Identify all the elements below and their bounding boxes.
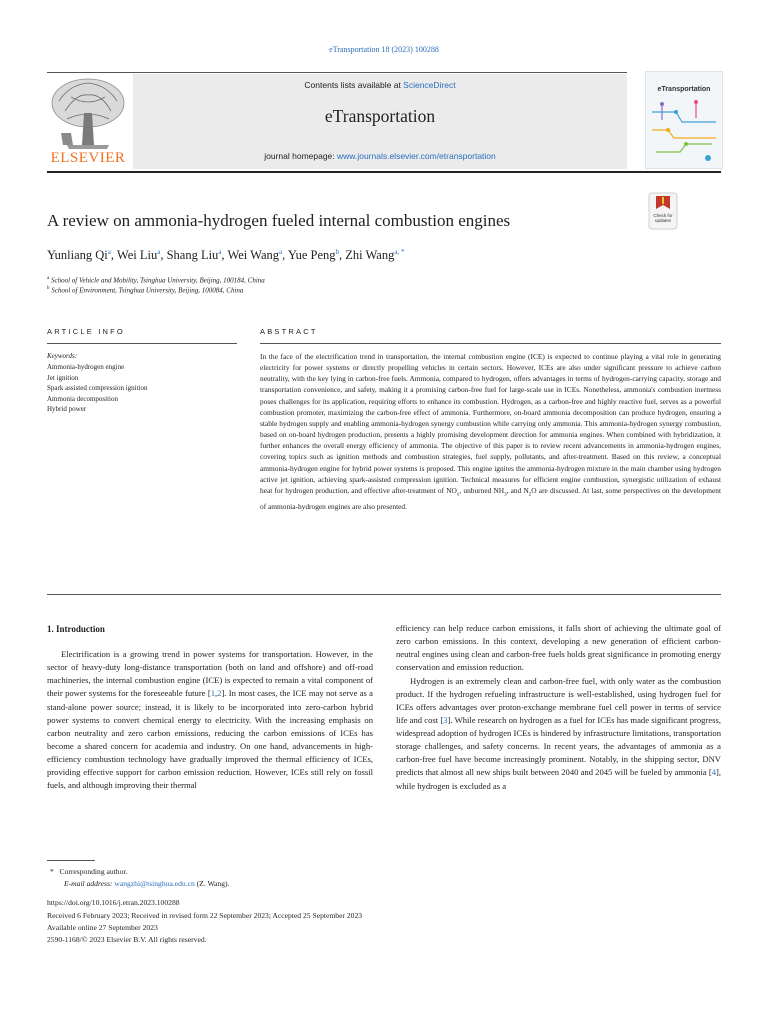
article-info-heading: ARTICLE INFO — [47, 327, 125, 336]
email-link[interactable]: wangzhi@tsinghua.edu.cn — [114, 879, 195, 888]
affiliation — [47, 276, 265, 284]
introduction-left-column — [47, 648, 373, 792]
article-title: A review on ammonia-hydrogen fueled internal combustion engines — [47, 211, 511, 230]
introduction-right-column — [396, 622, 721, 793]
author-name[interactable]: Zhi Wang — [345, 248, 395, 263]
author-name[interactable]: Yue Peng — [287, 248, 336, 263]
abstract-text-part: , unburned NH — [459, 485, 505, 495]
keyword: Ammonia decomposition — [47, 394, 118, 403]
received-dates: Received 6 February 2023; Received in revised form 22 September 2023; Accepted 25 September 2023 — [47, 911, 363, 920]
email-note — [64, 878, 229, 889]
affiliation-text: School of Vehicle and Mobility, Tsinghua University, Beijing, 100184, China — [50, 276, 265, 285]
reference-link[interactable]: 2 — [217, 688, 222, 699]
body-text: ]. In most cases, the ICE may not serve as a stand-alone power source; instead, it is likely to be incorporated into zero-carbon hybrid power systems to convert chemical energy to electricity. With the increasing emphasis on carbon neutrality and zero carbon emissions, reducing the carbon emissions of ICEs has become a shared concern for academia and industry. On one hand, advancements in high-efficiency combustion technology have gradually improved the thermal efficiency of ICEs, providing effective support for carbon emission reduction. However, ICEs still rely on fossil fuels, and although improving their thermal — [47, 688, 373, 791]
paragraph: efficiency can help reduce carbon emissions, it falls short of achieving the ultimate goal of zero carbon emissions. In this context, developing a new generation of efficient carbon-neutral engines using clean and carbon-free fuels holds great significance in promoting energy conservation and emission reduction. — [396, 623, 721, 673]
author-affiliation-mark[interactable]: b — [335, 248, 339, 256]
sciencedirect-link[interactable]: ScienceDirect — [403, 80, 456, 90]
body-text: , — [214, 688, 218, 699]
author-name[interactable]: Yunliang Qi — [47, 248, 108, 263]
paragraph — [396, 675, 721, 793]
header-rule-top — [47, 72, 627, 73]
reference-link[interactable]: 4 — [711, 767, 716, 778]
reference-link[interactable]: 3 — [443, 714, 448, 725]
doi-link[interactable]: https://doi.org/10.1016/j.etran.2023.100288 — [47, 898, 180, 907]
footnote-mark: * — [50, 867, 54, 876]
journal-name: eTransportation — [324, 106, 436, 126]
email-suffix: (Z. Wang). — [194, 879, 230, 888]
journal-citation[interactable]: eTransportation 18 (2023) 100288 — [329, 45, 439, 54]
abstract-text-part: In the face of the electrification trend in transportation, the internal combustion engine (ICE) is expected to continue playing a vital role in generating electricity for power systems or directly propelling vehicles in certain sectors. However, ICEs are also under significant pressure to achieve carbon neutrality, with the key lying in carbon-free fuels. Ammonia, compared to hydrogen, offers advantages in terms of hydrogen-carrying capacity, storage and transportation convenience, and safety, making it a promising carbon-free fuel for large-scale use in ICEs. Nonetheless, ammonia's combustion inertness poses challenges for its application, requiring efforts to enhance its combustion. Hydrogen, as a carbon-free and highly reactive fuel, serves as a powerful combustion promoter, maximizing the carbon-free effect of ammonia. Furthermore, on-board ammonia decomposition can produce hydrogen, ensuring a stable hydrogen supply and enabling ammonia-hydrogen synergy combustion while carrying only ammonia. This ammonia-hydrogen synergy combustion, based on on-board hydrogen production, presents a highly promising development direction for ammonia engines. When combined with hybridization, it further enhances the overall energy efficiency of ammonia. The objective of this paper is to review recent advancements in ammonia-hydrogen engines, covering topics such as ignition methods and combustion strategies, fuel supply, pollutants, and after-treatment. Based on this review, a conceptual ammonia-hydrogen engine for hybrid power systems is proposed. This engine ignites the ammonia-hydrogen mixture in the main chamber using hydrogen active jet ignition, achieving spark-assisted compression ignition. Technical measures for efficient engine combustion, synergistic utilization of exhaust heat for hydrogen production, and effective after-treatment of NO — [260, 352, 721, 495]
cover-title: eTransportation — [657, 86, 711, 93]
keywords-label: Keywords: — [47, 352, 78, 360]
abstract-heading: ABSTRACT — [260, 327, 318, 336]
affiliation-mark: a — [47, 276, 50, 281]
author-affiliation-mark[interactable]: a — [279, 248, 283, 256]
abstract-text-part: , and N — [506, 485, 529, 495]
author-affiliation-mark[interactable]: a — [218, 248, 222, 256]
body-text: Electrification is a growing trend in power systems for transportation. However, in the sector of heavy-duty long-distance transportation (both on land and offshore) and off-road machineries, the internal combustion engine (ICE) is expected to remain a vital component of their power systems for the foreseeable future [ — [47, 649, 373, 699]
footnote-text: Corresponding author. — [59, 867, 128, 876]
subscript: 3 — [504, 492, 507, 498]
header-rule-bottom — [47, 171, 721, 173]
author-affiliation-mark[interactable]: a — [107, 248, 111, 256]
author-affiliation-mark[interactable]: a — [157, 248, 161, 256]
contents-prefix: Contents lists available at — [304, 80, 404, 90]
article-info-rule — [47, 343, 237, 344]
journal-cover-thumbnail[interactable] — [645, 71, 723, 169]
affiliation-mark: b — [47, 286, 50, 291]
elsevier-wordmark: ELSEVIER — [50, 150, 126, 166]
introduction-heading: 1. Introduction — [47, 624, 105, 634]
reference-link[interactable]: 1 — [210, 688, 215, 699]
abstract-text — [260, 351, 721, 512]
affiliation — [47, 286, 243, 294]
subscript: x — [456, 492, 460, 498]
body-text: ], while hydrogen is excluded as a — [396, 767, 721, 791]
affiliation-text: School of Environment, Tsinghua University, Beijing, 100084, China — [51, 286, 244, 295]
homepage-prefix: journal homepage: — [264, 151, 338, 161]
abstract-rule — [260, 343, 721, 344]
author-name[interactable]: Wei Liu — [116, 248, 158, 263]
author-name[interactable]: Wei Wang — [227, 248, 280, 263]
copyright: 2590-1168/© 2023 Elsevier B.V. All rights reserved. — [47, 935, 207, 944]
keyword: Jet ignition — [47, 373, 79, 382]
keyword: Hybrid power — [47, 405, 87, 413]
contents-line — [133, 80, 627, 90]
corresponding-author-note — [50, 866, 127, 877]
journal-homepage-link[interactable]: www.journals.elsevier.com/etransportation — [337, 151, 496, 161]
available-online: Available online 27 September 2023 — [47, 923, 158, 932]
author-affiliation-mark[interactable]: a, * — [394, 248, 405, 256]
abstract-text-part: O are discussed. At last, some perspectives on the development of ammonia-hydrogen engines are also presented. — [260, 485, 721, 511]
body-text: ]. While research on hydrogen as a fuel for ICEs has made significant progress, widespread adoption of hydrogen ICEs is hindered by infrastructure limitations, transportation storage challenges, and safety concerns. In recent years, the advantages of ammonia as a carbon-free fuel have become increasingly prominent. Notably, in the shipping sector, DNV predicts that almost all new ships built between 2040 and 2045 will be fueled by ammonia [ — [396, 714, 721, 778]
footnote-rule — [47, 860, 95, 861]
body-text: Hydrogen is an extremely clean and carbon-free fuel, with only water as the combustion product. If the hydrogen refueling infrastructure is well-established, using hydrogen fuel for ICEs offers advantages over proton-exchange membrane fuel cell power in terms of service life and cost [ — [396, 675, 721, 725]
keywords-list — [47, 362, 148, 415]
keyword: Spark assisted compression ignition — [47, 384, 148, 392]
journal-homepage-line — [133, 151, 627, 161]
author-list: Yunliang Qi$^a$, Wei Liu$^a$, Shang Liu$^a$, Wei Wang$^a$, Yue Peng$^b$, Zhi Wang$^{a, *}$ — [47, 248, 405, 263]
abstract-bottom-rule — [47, 594, 721, 595]
email-label: E-mail address: — [64, 879, 113, 888]
author-name[interactable]: Shang Liu — [166, 248, 219, 263]
check-for-updates-label: Check for updates — [653, 213, 673, 223]
subscript: 2 — [528, 492, 532, 498]
check-for-updates-icon[interactable] — [648, 192, 678, 230]
keyword: Ammonia-hydrogen engine — [47, 363, 125, 371]
